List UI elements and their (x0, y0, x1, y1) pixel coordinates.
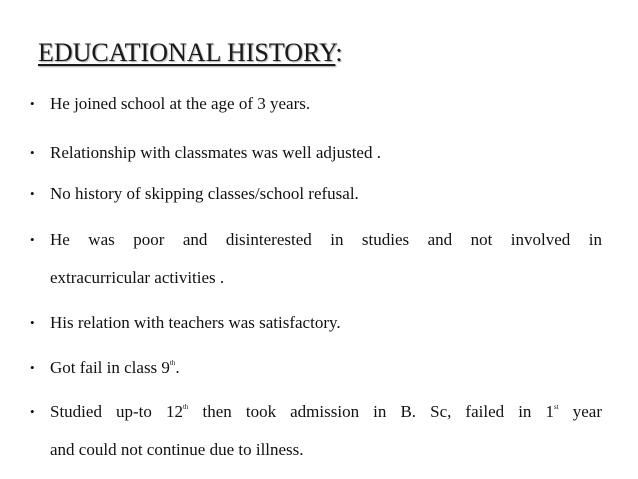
bullet-text-part-c: year (558, 402, 602, 421)
bullet-dot-icon: • (30, 96, 35, 111)
bullet-text: His relation with teachers was satisfactory. (50, 313, 341, 332)
bullet-item (30, 358, 602, 378)
bullet-text-line2: extracurricular activities . (50, 268, 225, 287)
bullet-item (30, 313, 602, 333)
bullet-item (30, 402, 602, 460)
bullet-dot-icon: • (30, 404, 35, 419)
bullet-text-part-a: Studied up-to 12 (50, 402, 183, 421)
ordinal-suffix: th (182, 403, 189, 411)
slide-title-text: EDUCATIONAL HISTORY (38, 38, 336, 67)
ordinal-suffix: th (169, 359, 176, 367)
bullet-text-line2: and could not continue due to illness. (50, 440, 304, 459)
bullet-text-part-b: then took admission in B. Sc, failed in 1 (188, 402, 554, 421)
bullet-text: No history of skipping classes/school refusal. (50, 184, 359, 203)
bullet-item (30, 143, 602, 163)
bullet-dot-icon: • (30, 315, 35, 330)
bullet-text-line1 (30, 402, 602, 422)
slide-title (38, 37, 343, 69)
bullet-text-before: Got fail in class 9 (50, 358, 170, 377)
bullet-text (30, 358, 602, 378)
bullet-dot-icon: • (30, 360, 35, 375)
bullet-text: He joined school at the age of 3 years. (50, 94, 311, 113)
bullet-dot-icon: • (30, 145, 35, 160)
bullet-text-line1: He was poor and disinterested in studies and not involved in (50, 230, 602, 249)
slide-title-colon: : (335, 38, 343, 67)
bullet-item (30, 184, 602, 204)
bullet-text-after: . (175, 358, 180, 377)
bullet-item (30, 94, 602, 114)
bullet-dot-icon: • (30, 186, 35, 201)
bullet-item (30, 230, 602, 288)
bullet-text: Relationship with classmates was well adjusted . (50, 143, 381, 162)
ordinal-suffix: st (554, 403, 559, 411)
bullet-dot-icon: • (30, 232, 35, 247)
